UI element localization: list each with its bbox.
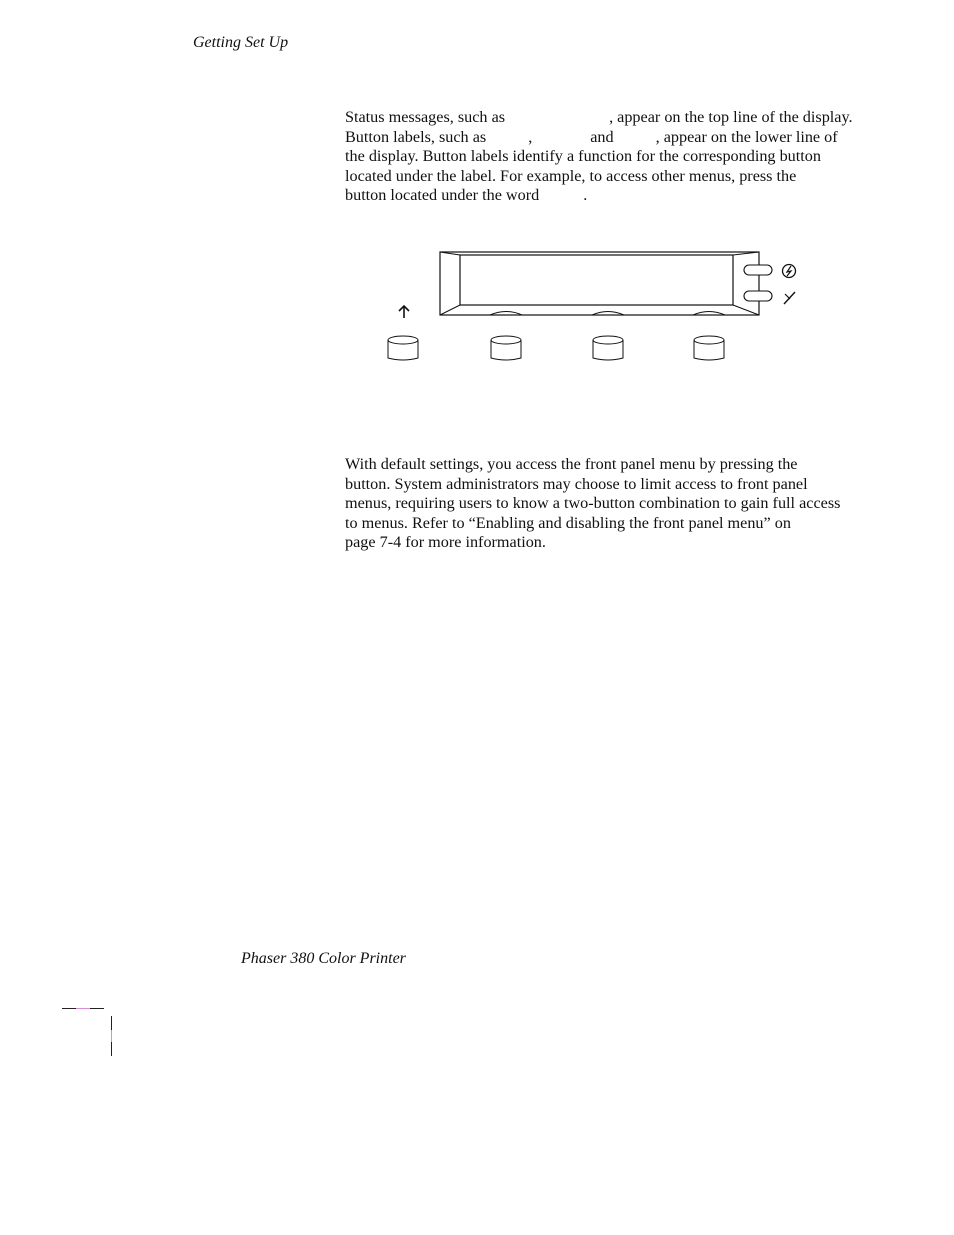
intro-line-4: located under the label. For example, to access other menus, press the — [345, 166, 797, 185]
footer-product-name: Phaser 380 Color Printer — [241, 950, 406, 967]
up-arrow-icon — [399, 306, 409, 318]
panel-button-1[interactable] — [388, 336, 418, 360]
panel-button-3[interactable] — [593, 336, 623, 360]
crop-mark — [111, 1016, 112, 1030]
access-paragraph — [345, 455, 905, 553]
intro-paragraph — [345, 108, 905, 206]
error-light — [744, 291, 772, 301]
intro-line-3: the display. Button labels identify a function for the corresponding button — [345, 147, 821, 166]
running-head: Getting Set Up — [193, 34, 289, 51]
access-line-1: With default settings, you access the front panel menu by pressing the — [345, 455, 798, 473]
power-icon — [783, 265, 796, 278]
crop-mark — [76, 1008, 90, 1009]
access-line-4: to menus. Refer to “Enabling and disabling the front panel menu” on — [345, 513, 791, 532]
ready-light — [744, 265, 772, 275]
intro-text: Status messages, such as — [345, 108, 506, 126]
crop-mark — [62, 1008, 76, 1009]
panel-button-4[interactable] — [694, 336, 724, 360]
intro-line-5 — [345, 186, 905, 206]
crop-mark — [111, 1042, 112, 1056]
display-window — [440, 252, 759, 315]
error-icon — [784, 292, 795, 304]
intro-text: , appear on the top line of the display. — [609, 108, 853, 126]
access-line-5: page 7-4 for more information. — [345, 533, 546, 552]
intro-text: button located under the word — [345, 186, 540, 205]
crop-mark — [90, 1008, 104, 1009]
intro-text: , — [528, 127, 533, 146]
intro-line-1 — [345, 108, 905, 128]
intro-text: Button labels, such as — [345, 127, 487, 146]
access-line-3: menus, requiring users to know a two-button combination to gain full access — [345, 494, 841, 513]
access-line-2: button. System administrators may choose to limit access to front panel — [345, 474, 808, 493]
intro-line-2 — [345, 128, 905, 148]
panel-button-2[interactable] — [491, 336, 521, 360]
intro-text: . — [583, 186, 588, 205]
front-panel-figure — [380, 245, 810, 370]
crop-mark — [111, 1030, 112, 1042]
intro-text: and — [590, 127, 614, 146]
intro-text: , appear on the lower line of — [655, 127, 838, 146]
